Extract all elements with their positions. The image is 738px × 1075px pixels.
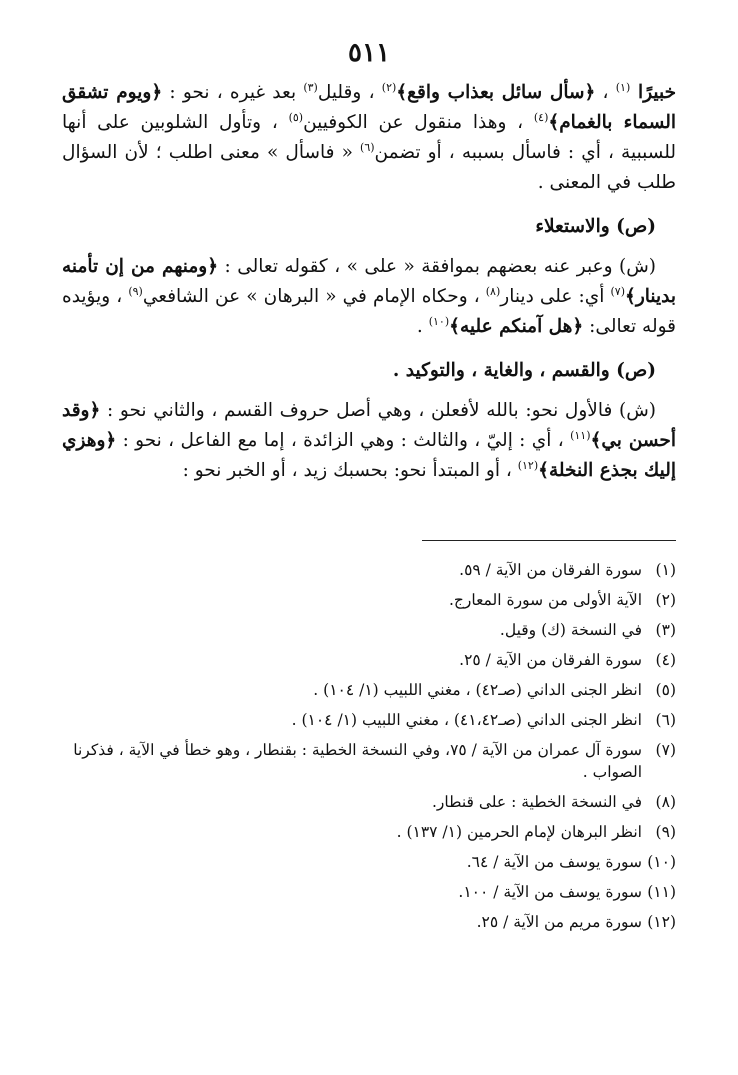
footnote-item: [62, 911, 676, 933]
footnote-number: (١٢): [647, 913, 676, 931]
footnote-text: سورة يوسف من الآية / ١٠٠.: [458, 883, 642, 901]
quran-quote: ﴿وهزي إليك بجذع النخلة﴾: [62, 430, 676, 481]
footnote-number: (٤): [655, 651, 676, 669]
footnote-item: [62, 709, 676, 731]
footnote-text: سورة الفرقان من الآية / ٥٩.: [459, 561, 642, 579]
footnote-item: [62, 851, 676, 873]
text-run: ، أو المبتدأ نحو: بحسبك زيد ، أو الخبر نحو :: [182, 460, 512, 481]
footnotes-list: [62, 559, 676, 941]
footnote-ref-5: (٥): [288, 110, 304, 124]
footnote-ref-12: (١٢): [517, 458, 539, 472]
footnote-ref-10: (١٠): [428, 314, 450, 328]
footnote-separator: [422, 540, 676, 541]
footnote-number: (١): [655, 561, 676, 579]
footnote-item: [62, 881, 676, 903]
quran-quote: ﴿ويوم تشقق السماء بالغمام﴾: [62, 82, 676, 133]
footnote-text: انظر البرهان لإمام الحرمين (١/ ١٣٧) .: [396, 823, 642, 841]
footnote-number: (٧): [655, 741, 676, 759]
text-run: أي: على دينار: [500, 286, 605, 307]
footnote-text: سورة يوسف من الآية / ٦٤.: [466, 853, 642, 871]
quran-quote: ﴿وقد أحسن بي﴾: [62, 400, 677, 451]
footnote-number: (٩): [655, 823, 676, 841]
text-run: بعد غيره ، نحو :: [162, 82, 297, 103]
footnote-number: (٣): [655, 621, 676, 639]
page-number: ٥١١: [348, 38, 390, 68]
footnote-ref-3: (٣): [303, 80, 318, 94]
footnote-text: انظر الجنى الداني (صـ٤١،٤٢) ، مغني اللبيب (١/ ١٠٤) .: [291, 711, 642, 729]
footnote-item: [62, 679, 676, 701]
continued-quran-word: خبيرًا: [630, 82, 676, 103]
footnote-ref-6: (٦): [360, 140, 375, 154]
footnote-ref-2: (٢): [381, 80, 397, 94]
text-run: ، أي : إليّ ، والثالث : وهي الزائدة ، إما مع الفاعل ، نحو :: [116, 430, 564, 451]
text-run: ، وحكاه الإمام في « البرهان » عن الشافعي: [142, 286, 480, 307]
footnote-text: في النسخة الخطية : على قنطار.: [431, 793, 642, 811]
text-run: « فاسأل » معنى اطلب ؛ لأن السؤال طلب في المعنى .: [62, 142, 676, 193]
footnote-item: [62, 739, 676, 783]
text-run: ، ويؤيده قوله تعالى:: [62, 286, 676, 337]
footnote-text: الآية الأولى من سورة المعارج.: [448, 591, 642, 609]
text-run: ، وقليل: [317, 82, 375, 103]
footnote-number: (١١): [647, 883, 676, 901]
paragraph-1: خبيرًا $^{(١)}$ ، ﴿سأل سائل بعذاب واقع﴾$^{(٢)}$ ، وقليل$^{(٣)}$ بعد غيره ، نحو : ﴿ويوم تشقق السماء بالغمام﴾$^{(٤)}$ ، وهذا منقول عن الكوفيين$^{(٥)}$ ، وتأول الشلوبين على أنها للسببية ، أي : فاسأل بسببه ، أو تضمن$^{(٦)}$ « فاسأل » معنى اطلب ؛ لأن السؤال طلب في المعنى .: [62, 80, 676, 193]
footnote-number: (١٠): [647, 853, 676, 871]
footnote-item: [62, 589, 676, 611]
quran-quote: ﴿هل آمنكم عليه﴾: [449, 316, 584, 337]
quran-quote: ﴿ومنهم من إن تأمنه بدينار﴾: [62, 256, 676, 307]
footnote-text: سورة مريم من الآية / ٢٥.: [476, 913, 642, 931]
footnote-number: (٥): [655, 681, 676, 699]
heading-qasam: (ص) والقسم ، والغاية ، والتوكيد .: [392, 360, 656, 381]
footnote-item: [62, 619, 676, 641]
paragraph-2: [62, 252, 676, 342]
footnote-ref-8: (٨): [485, 284, 501, 298]
footnote-item: [62, 559, 676, 581]
text-run: .: [416, 316, 423, 337]
heading-istila: (ص) والاستعلاء: [535, 216, 656, 237]
main-text: [62, 78, 676, 486]
text-run: ، وهذا منقول عن الكوفيين: [303, 112, 524, 133]
footnote-text: انظر الجنى الداني (صـ٤٢) ، مغني اللبيب (١/ ١٠٤) .: [313, 681, 642, 699]
footnote-ref-1: (١): [615, 80, 631, 94]
footnote-ref-4: (٤): [533, 110, 549, 124]
footnote-item: [62, 649, 676, 671]
footnote-ref-9: (٩): [128, 284, 143, 298]
footnote-number: (٢): [655, 591, 676, 609]
footnote-text: سورة آل عمران من الآية / ٧٥، وفي النسخة الخطية : بقنطار ، وهو خطأ في الآية ، فذكرنا الصواب .: [73, 741, 642, 781]
footnote-number: (٨): [655, 793, 676, 811]
footnote-text: سورة الفرقان من الآية / ٢٥.: [459, 651, 642, 669]
footnote-ref-7: (٧): [610, 284, 625, 298]
quran-quote: ﴿سأل سائل بعذاب واقع﴾: [396, 82, 596, 103]
footnote-ref-11: (١١): [570, 428, 591, 442]
footnote-item: [62, 821, 676, 843]
footnote-item: [62, 791, 676, 813]
text-run: (ش) فالأول نحو: بالله لأفعلن ، وهي أصل حروف القسم ، والثاني نحو :: [100, 400, 656, 421]
footnote-number: (٦): [655, 711, 676, 729]
paragraph-3: [62, 396, 676, 486]
text-run: (ش) وعبر عنه بعضهم بموافقة « على » ، كقوله تعالى :: [218, 256, 656, 277]
footnote-text: في النسخة (ك) وقيل.: [499, 621, 642, 639]
text-run: ، وتأول الشلوبين على أنها للسببية ، أي : فاسأل بسببه ، أو تضمن: [62, 112, 676, 163]
